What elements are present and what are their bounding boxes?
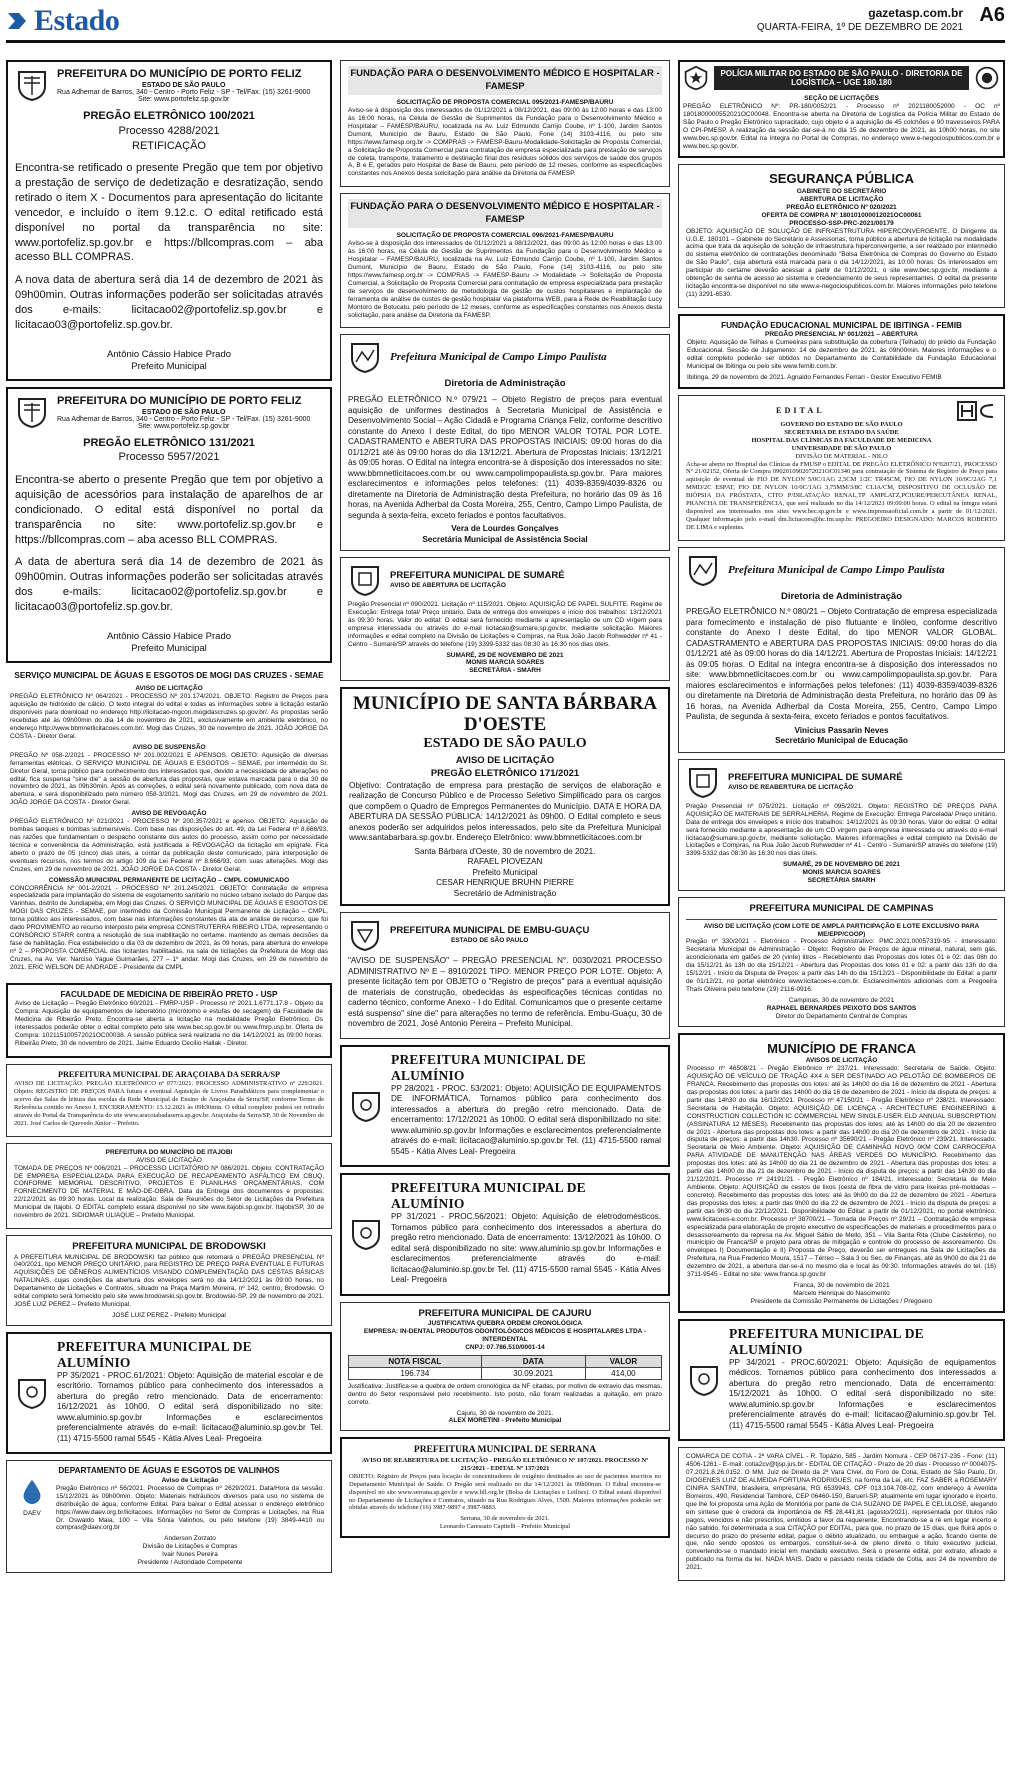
notice-title: PREFEITURA MUNICIPAL DE ALUMÍNIO — [57, 1338, 252, 1370]
column-left — [6, 60, 332, 1579]
daev-logo — [14, 1477, 50, 1567]
notice-body: PREGÃO ELETRÔNICO Nº 021/2021 - PROCESSO Nº 200.357/2021 e apenso. OBJETO: Aquisição de bombas tanques e bombas submersíveis. Com base nas disposições do art. 49, da Lei Federal nº 8.666/93, nas razões que fundamentam o despacho constante dos autos do processo, assim como por necessidade técnica e conveniência da Administração, está justificada a REVOGAÇÃO da licitação em epígrafe. Fica aberto o prazo de 05 (cinco) dias úteis, a contar da publicação deste comunicado, para interposição de eventuais recursos, nos termos do artigo 109 da Lei Federal nº 8.666/93, com suas alterações. Mogi das Cruzes, em 29 de novembro de 2021. JOÃO JORGE DA COSTA - Diretor Geral. — [10, 818, 328, 873]
signer-name-2: CESAR HENRIQUE BRUHN PIERRE — [436, 878, 574, 888]
municipal-crest-icon — [348, 340, 382, 374]
notice-site[interactable]: Site: www.portofeliz.sp.gov.br — [138, 95, 230, 103]
signer-role: Presidente da Comissão Permanente de Licitações / Pregoeiro — [750, 1297, 933, 1305]
notice-state: ESTADO DE SÃO PAULO — [142, 408, 226, 416]
notice-title: PREFEITURA MUNICIPAL DE BRODOWSKI — [72, 1241, 266, 1253]
notice-banner — [349, 1052, 661, 1161]
pregao-number: PREGÃO ELETRÔNICO 171/2021 — [430, 768, 580, 780]
notice-body: COMARCA DE COTIA - 2ª VARA CÍVEL - R. Topázio, 585 - Jardim Nomura - CEP 06717-235 - Fone: (11) 4506-1261 - E-mail: cotia2cv@tjsp.jus.br - EDITAL DE CITAÇÃO - Prazo de 20 dias - Processo nº 0004075-07.2021.8.26.0152. O MM. Juiz de Direito da 2ª Vara Cível, do Foro de Cotia, Estado de São Paulo, Dr. DIOGENES LUIZ DE ALMEIDA FORTUNA RODRIGUES, na forma da Lei, etc. FAZ SABER a ROSEMARY CINIRA SANTINI, brasileira, empresária, RG 6539943, CPF 013.104.708-02, com endereço à Avenida Borreiros, 490, Residencial Tamboré, CEP 06460-150, Barueri-SP, atualmente em lugar ignorado e incerto, que lhe foi proposta uma Ação de Monitória por parte de CIA SUZANO DE PAPEL E CELULOSE, alegando em síntese que é credora da importância de R$ 28.441,81 (agosto/2021), representada por títulos não pagos, vencidos e não prescritos, emitidos a favor da requerente. Encontrando-se a ré em lugar incerto e não sabido, foi determinada a sua CITAÇÃO por EDITAL, para que, no prazo de 15 dias, que fluirá após o decurso do prazo do presente edital, pague o débito atualizado, ou embargue a ação, ficando ciente de que, não sendo opostos os embargos, constituir-se-á de pleno direito o título executivo judicial, convertendo-se o mandado inicial em mandado executivo. Será o presente edital, por extrato, afixado e publicado na forma da lei. NADA MAIS. Dado e passado nesta cidade de Cotia, aos 24 de novembro de 2021. — [686, 1453, 997, 1572]
table-header-cell: VALOR — [585, 1355, 661, 1367]
notice-campo-limpo-079 — [340, 334, 670, 551]
notice-aluminio-35 — [6, 1332, 332, 1455]
notice-subtitle: Diretoria de Administração — [444, 378, 566, 390]
notice-body: Processo nº 46508/21 - Pregão Eletrônico nº 237/21. Interessado: Secretaria de Saúde. Objeto: AQUISIÇÃO DE VEÍCULO DE TRAÇÃO 4X4 A SER DESTINADO AO PELOTÃO DE BOMBEIROS DE FRANCA. Recebimento das propostas dos lotes: até às 14h00 do dia 16 de dezembro de 2021 - Abertura das propostas dos lotes: a partir das 14h00 do dia 16 de dezembro de 2021 - Início da disputa de preços: a partir das 14h30 do dia 16/12/2021. Processo nº 47150/21 - Pregão Eletrônico nº 238/21. Interessado: Secretaria de Habitação. Objeto: AQUISIÇÃO DE LICENÇA - ARCHITECTURE ENGINEERING & CONSTRUCTION COLLECTION IC COMMERCIAL NEW SINGLE-USER ELD ANNUAL SUBSCRIPTION (ASSINATURA 12 MESES). Recebimento das propostas dos lotes: até às 14h00 do dia 20 de dezembro de 2021 - Abertura das propostas dos lotes: a partir das 14h00 do dia 20 de dezembro de 2021 - Início da disputa de preços: a partir das 14h30. Processo nº 35690/21 - Pregão Eletrônico nº 239/21. Interessado: Secretaria de Meio Ambiente. Objeto: AQUISIÇÃO DE CAMINHÃO NOVO 0KM COM CARROCERIA PARA ATIVIDADE DE MANUTENÇÃO NAS ÁREAS VERDES DO MUNICÍPIO. Recebimento das propostas dos lotes: até às 14h00 do dia 21 de dezembro de 2021 - Abertura das propostas dos lotes: a partir das 14h00 do dia 21 de dezembro de 2021 - Início da disputa de preços: a partir das 14h30 do dia 21/12/2021. Processo nº 24191/21 - Pregão Eletrônico nº 184/21. Interessado: Secretaria de Meio Ambiente. Objeto: AQUISIÇÃO de cestos de lixos (cesta de fibra de vidro para lixeiras pré-moldadas – concreto). Recebimento das propostas dos lotes: até às 9h00 do dia 22 de dezembro de 2021 - Abertura das propostas dos lotes: a partir das 9h00 do dia 22 de dezembro de 2021 - Início da disputa de preços: a partir das 9h30 do dia 22/12/2021. Disponibilidade do Edital: a partir de 01/12/2021, no portal eletrônico: www.licitacoes-e.com.br. Processo nº 38700/21 – Tomada de Preços nº 29/21 – Contratação de empresa especializada para elaboração de projeto executivo de especificações de materiais e procedimentos para o desassoreamento da represa na Av. Miguel Sábio de Mello, 351 – Vila Santa Rita (Clube Castelinho), no município de Franca/SP e projeto para obras de mitigação e controle do processo de assoreamento. Os envelopes I) Documentação e II) Proposta de Preço, deverão ser entregues na Sala de Licitações da Prefeitura, na Rua Frederico Moura, 1517 – Térreo – Sala 3 ou Sec. de Finanças, até às 9h00 do dia 21 de dezembro de 2021, a abertura dar-se-á no mesmo dia e local às 09:30. Informações através do tel. (16) 3711-9545 - Edital no site: www.franca.sp.gov.br — [687, 1065, 996, 1279]
notice-title: SEGURANÇA PÚBLICA — [769, 171, 914, 187]
notice-aluminio-34 — [678, 1319, 1005, 1442]
notice-date: Franca, 30 de novembro de 2021 — [793, 1282, 890, 1290]
municipal-crest-icon — [15, 1376, 49, 1410]
notice-body: Pregão Eletrônico nº 56/2021. Processo de Compras nº 2629/2021. Data/Hora da sessão: 15/12/2021 às 09h00min. Objeto: Materiais hidráulicos diversos para uso no sistema de distribuição de água, conforme Edital. Para baixar o Edital acessar o endereço eletrônico https://www.daev.org.br/licitacoes. Informações no Setor de Compras e Licitações, na Rua Dr. Oswaldo Maia, 100 – Vila Sônia Valinhos, ou pelo telefone (19) 3849-4410 ou compras@daev.org.br — [56, 1484, 324, 1532]
notice-title: POLÍCIA MILITAR DO ESTADO DE SÃO PAULO - DIRETORIA DE LOGÍSTICA – UGE 180.180 — [714, 66, 969, 90]
notice-itajobi — [6, 1143, 332, 1229]
org-abbrev: DAEV — [23, 1509, 41, 1517]
notice-site[interactable]: Site: www.portofeliz.sp.gov.br — [138, 422, 230, 430]
notice-state: ESTADO DE SÃO PAULO — [450, 937, 529, 945]
notice-title: FUNDAÇÃO PARA O DESENVOLVIMENTO MÉDICO E HOSPITALAR - FAMESP — [348, 199, 662, 228]
notice-line: HOSPITAL DAS CLÍNICAS DA FACULDADE DE MEDICINA — [751, 436, 932, 444]
signer-role: Divisão de Licitações e Compras — [142, 1543, 238, 1551]
signer-role: SECRETÁRIA SMARH — [807, 877, 876, 885]
notice-title: PREFEITURA MUNICIPAL DE SUMARÉ — [728, 771, 903, 783]
signer-name: ALEX MORETINI - Prefeito Municipal — [448, 1417, 562, 1425]
notice-line: SECRETARIA DE ESTADO DA SAÚDE — [784, 428, 899, 436]
column-middle — [340, 60, 670, 1544]
notice-date: Ibitinga, 29 de novembro de 2021. Agnaldo Fernandes Ferrari - Gestor Executivo FEMIB — [687, 374, 942, 382]
notice-santa-barbara — [340, 687, 670, 906]
notice-banner — [686, 765, 997, 799]
notice-line: PROCESSO-SSP-PRC-2021/00179 — [789, 219, 894, 227]
notice-subtitle: AVISO DE ABERTURA DE LICITAÇÃO — [390, 582, 506, 590]
notice-line: PREGÃO ELETRÔNICO Nº 020/2021 — [786, 203, 897, 211]
notice-title: PREFEITURA MUNICIPAL DE EMBU-GUAÇU — [390, 924, 590, 936]
notice-address: Rua Adhemar de Barros, 340 - Centro - Porto Feliz - SP - Tel/Fax. (15) 3261-9000 — [57, 88, 311, 96]
notice-body: Aviso-se à disposição dos interessados de 01/12/2021 a 08/12/2021, das 09:00 às 12:00 horas e das 13:00 às 16:00 horas, na Célula de Gestão de Suprimentos da Fundação para o Desenvolvimento Médico e Hospitalar – FAMESP/BAURU, localizada na Av. Luiz Edmundo Carrijo Coube, nº 1-100, Jardim Santos Dumont, Município de Bauru, Estado de São Paulo, Fone (14) 3103-4116, ou pelo site https://www.famesp.org.br -> COMPRAS -> FAMESP-Bauru -> Modalidade -> Solicitação de Proposta Comercial, a Solicitação de Proposta Comercial para contratação de empresa especializada para prestação de serviços de desenvolvimento de metodologia de gestão de custos hospitalares e implantação de ferramenta de análise de custos de gestão hospitalar via plataforma WEB, para a Rede de Reabilitação Lucy Montoro de Botucatu, pelo período de 12 meses, conforme as especificações constantes nos Anexos desta solicitação, para análise da Diretoria da FAMESP. — [348, 240, 662, 319]
notice-date: SUMARÉ, 29 DE NOVEMBRO DE 2021 — [446, 651, 564, 659]
signer-name: Marcelo Henrique do Nascimento — [793, 1289, 890, 1297]
notice-subtitle: AVISO DE REABERTURA DE LICITAÇÃO — [728, 784, 854, 792]
notice-femib-ibitinga — [678, 314, 1005, 389]
notice-banner — [687, 1326, 996, 1435]
pregao-number: PREGÃO ELETRÔNICO 100/2021 — [83, 109, 255, 122]
notice-banner — [15, 67, 323, 103]
section-heading: AVISO DE REVOGAÇÃO — [131, 810, 207, 818]
notice-banner — [348, 918, 662, 952]
section-heading: AVISO DE SUSPENSÃO — [132, 743, 206, 751]
municipal-crest-icon — [15, 68, 49, 102]
notice-cajuru — [340, 1302, 670, 1432]
notice-seguranca-publica — [678, 164, 1005, 307]
notice-address: Rua Adhemar de Barros, 340 - Centro - Porto Feliz - SP - Tel/Fax. (15) 3261-9000 — [57, 415, 311, 423]
notice-title: FACULDADE DE MEDICINA DE RIBEIRÃO PRETO - USP — [60, 989, 278, 999]
notice-body: PP 34/2021 - PROC.60/2021: Objeto: Aquisição de equipamentos médicos. Tornamos público para conhecimento dos interessados a abertura do pregão retro mencionado. Data de encerramento: 15/12/2021 às 10h00. O edital será disponibilizado no site: www.aluminio.sp.gov.br Informações e esclarecimentos preferencialmente através do e-mail: licitacao@aluminio.sp.gov.br Tel. (11) 4715-5500 ramal 5545 - Kátia Alves Leal- Pregoeira — [729, 1357, 996, 1430]
notice-subtitle: AVISO DE LICITAÇÃO (COM LOTE DE AMPLA PARTICIPAÇÃO E LOTE EXCLUSIVO PARA ME/EPP/COOP) — [703, 922, 980, 938]
notice-body-2: A nova data de abertura será dia 14 de dezembro de 2021 às 09h00min. Outras informações poderão ser solicitadas através dos e-mails: licitacao02@portofeliz.sp.gov.br e licitacao03@portofeliz.sp.gov.br. — [15, 274, 323, 331]
notice-title: PREFEITURA DO MUNICÍPIO DE ITAJOBI — [105, 1148, 233, 1156]
notice-banner — [348, 563, 662, 597]
notice-body: A PREFEITURA MUNICIPAL DE BRODOWSKI faz público que retornará o PREGÃO PRESENCIAL Nº 040/2021, tipo MENOR PREÇO UNITÁRIO, para REGISTRO DE PREÇO PARA EVENTUAL E FUTURAS AQUISIÇÕES DE GÊNEROS ALIMENTÍCIOS VISANDO COMPLEMENTAÇÃO DAS CESTAS BÁSICAS NATALINAS, cujas condições da abertura dos envelopes será no dia 14/12/2021 às 09:00 horas, no Departamento de Licitações e Contratos, situado na Praça Martim Moreira, nº 142, centro, Brodowski. O edital completo será fornecido pelo site www.brodowski.sp.gov.br. Brodowski-SP, 29 de novembro de 2021. JOSÉ LUIZ PEREZ – Prefeito Municipal. — [14, 1253, 324, 1309]
notice-body: PREGÃO ELETRÔNICO Nº: PR-180/0052/21 - Processo nº 2021180052000 - OC nº 1801800000552021OC00048. Encontra-se aberta na Diretoria de Logística da Polícia Militar do Estado de São Paulo o Pregão Eletrônico supracitado, cujo objeto é a aquisição de 45 colchões e 90 travesseiros PARA O CPI-PMESP. A realização da sessão dar-se-á no dia 15 de dezembro de 2021, às 10h00 horas, no site www.bec.sp.gov.br. Edital na íntegra no Portal de Compras, no endereço www.e-negociospublicos.com.br e www.bec.sp.gov.br. — [683, 102, 1000, 150]
notice-aluminio-31 — [340, 1173, 670, 1296]
notice-embu-guacu — [340, 912, 670, 1039]
notice-porto-feliz-131 — [6, 387, 332, 663]
section-heading: AVISO DE LICITAÇÃO — [135, 685, 203, 693]
notice-franca — [678, 1033, 1005, 1313]
section-heading: COMISSÃO MUNICIPAL PERMANENTE DE LICITAÇÃO – CMPL COMUNICADO — [48, 876, 290, 884]
signer-name-2: Ivair Nunes Pereira — [162, 1551, 218, 1559]
notice-title: PREFEITURA DO MUNICÍPIO DE PORTO FELIZ — [57, 394, 302, 407]
notice-date: Campinas, 30 de novembro de 2021 — [788, 996, 895, 1004]
notice-title: PREFEITURA DO MUNICÍPIO DE PORTO FELIZ — [57, 68, 302, 80]
logo-arrow-icon — [6, 10, 28, 32]
notice-subtitle: PREGÃO PRESENCIAL Nº 001/2021 – ABERTURA — [764, 331, 918, 339]
column-right — [678, 60, 1005, 1587]
notice-comarca-cotia — [678, 1447, 1005, 1581]
notice-body: OBJETO: Registro de Preços para locação de concentradores de oxigênio destinados ao uso de pacientes inscritos no Departamento Municipal de Saúde. O Pregão será realizado no dia 14/12/2021 às 09h00min. O Edital encontra-se disponível no site www.serrana.sp.gov.br e www.bll.org.br (Bolsa de Licitações e Leilões). O Edital estará disponível no Departamento de Licitações e Contratos, situado na Rua Rodrigues Alves, 1500. Maiores informações poderão ser obtidas através do telefone (16) 3987-9897 e 3987-9883. — [349, 1472, 661, 1512]
notice-line: GABINETE DO SECRETÁRIO — [796, 188, 887, 195]
notice-body: CONCORRÊNCIA Nº 001-2/2021 - PROCESSO Nº 201.245/2021. OBJETO: Contratação de empresa especializada para implantação do sistema de esgotamento sanitário no núcleo urbano isolado do Parque das Varinhas, distrito de Jundiapeba, em Mogi das Cruzes. O SERVIÇO MUNICIPAL DE ÁGUAS E ESGOTOS DE MOGI DAS CRUZES - SEMAE, por intermédio da Comissão Municipal Permanente de Licitação – CMPL, torna público aos interessados, com base nas informações constantes da ata de análise de recurso, que foi dado PROVIMENTO ao recurso interposto pela empresa CONSTRUTERRA RIBEIRO LTDA, representando o CONSÓRCIO STARR contra a resolução de sua inabilitação no certame, mantendo as demais decisões da fase de habilitação. Fica estabelecido o dia 03 de dezembro de 2021, às 09 horas, para abertura do envelope nº 2 – PROPOSTA COMERCIAL das licitantes habilitadas, na sala de licitações da Prefeitura de Mogi das Cruzes, na Av. Ver. Narciso Yague Guimarães, 277 – 1º andar. Mogi das Cruzes, em 29 de novembro de 2021. ERIC WELSON DE ANDRADE - Presidente da CMPL — [10, 884, 328, 971]
notice-body: "AVISO DE SUSPENSÃO" – PREGÃO PRESENCIAL N°. 0030/2021 PROCESSO ADMINISTRATIVO Nº E – 8910/2021 TIPO: MENOR PREÇO POR LOTE. Objeto: A presente licitação tem por OBJETO o "Registro de preços" para a eventual aquisição de materiais de construção, obedecidas às especificações técnicas contidas no caderno técnico, conforme Anexo - I do Edital. Comunicamos que o presente certame está suspenso" sine die" para alterações no termo de referência. Embu-Guaçu, 30 de novembro de 2021. José Antonio Pereira – Prefeito Municipal. — [348, 956, 662, 1029]
municipal-crest-icon — [687, 1363, 721, 1397]
notice-brodowski — [6, 1235, 332, 1326]
notice-body: PREGÃO ELETRÔNICO Nº 064/2021 - PROCESSO Nº 201.174/2021. OBJETO: Registro de Preços para aquisição de hidróxido de cálcio. O texto integral do edital e todas as informações sobre a licitação estarão disponíveis para download no endereço http://licitacao-mgcon.mogidascruzes.sp.gov.br/. As propostas serão recebidas até às 09h00min do dia 14 de novembro de 2021, exclusivamente em ambiente eletrônico, no endereço http://www.bbmnetlicitacoes.com.br/. Mogi das Cruzes, 30 de novembro de 2021. JOÃO JORGE DA COSTA - Diretor Geral. — [10, 693, 328, 740]
notice-body: Objetivo: Contratação de empresa para prestação de serviços de elaboração e realização de Concurso Público e de Processo Seletivo Simplificado para os cargos que compõem o Quadro de Empregos Permanentes do Município. DATA E HORA DA ABERTURA DA SESSÃO PÚBLICA: 14/12/2021 às 09h00. O Edital completo e seus anexos poderão ser adquiridos pelos interessados, pelo site da Prefeitura Municipal www.santabarbara.sp.gov.br. Endereço Eletrônico: www.bbmnetlicitacoes.com.br — [349, 780, 661, 843]
hc-logo-icon — [957, 401, 997, 421]
notice-date: Serrana, 30 de novembro de 2021. — [460, 1515, 550, 1523]
notice-body: PREGÃO Nº 058-2/2021 - PROCESSO Nº 201.002/2021 E APENSOS. OBJETO: Aquisição de diversas ferramentas elétricas. O SERVIÇO MUNICIPAL DE ÁGUAS E ESGOTOS – SEMAE, por intermédio do Sr. Diretor Geral, torna público para conhecimento dos interessados que, devido a necessidade de alterações no edital, fica suspensa "sine die" a sessão de abertura das propostas, que estava marcada para o dia 30 de novembro de 2021, às 09h30min. Após as correções, o edital será novamente publicado, com nova data de abertura, e será disponibilizado pelo número 058-3/2021. Mogi das Cruzes, em 29 de novembro de 2021. JOÃO JORGE DA COSTA - Diretor Geral. — [10, 751, 328, 807]
notice-state: ESTADO DE SÃO PAULO — [423, 736, 587, 752]
municipal-crest-icon — [686, 553, 720, 587]
signer-name: RAPHAEL BERNARDES PEIXOTO DOS SANTOS — [766, 1004, 917, 1012]
notice-title: DEPARTAMENTO DE ÁGUAS E ESGOTOS DE VALINHOS — [58, 1466, 280, 1476]
notice-banner — [15, 1339, 323, 1448]
edition-date: QUARTA-FEIRA, 1º DE DEZEMBRO DE 2021 — [756, 22, 963, 33]
notice-body: Objeto: Aquisição de Telhas e Cumeeiras para substituição da cobertura (Telhado) do prédio da Fundação Educacional. Sessão de Julgamento: 14 de dezembro de 2021, às 09h00min. Maiores informações e o edital completo poderão ser obtidos no Departamento de Contabilidade da Fundação Educacional Municipal de Ibitinga ou pelo site www.femib.com.br. — [687, 339, 996, 371]
signer-name: MONIS MARCIA SOARES — [802, 869, 881, 877]
table-cell: 30.09.2021 — [481, 1367, 585, 1379]
notice-subtitle: SOLICITAÇÃO DE PROPOSTA COMERCIAL 095/2021-FAMESP/BAURU — [396, 99, 614, 107]
site-url[interactable]: gazetasp.com.br — [868, 6, 963, 20]
page-number: A6 — [979, 4, 1005, 26]
notice-body: Aviso de Licitação – Pregão Eletrônico 60/2021 - FMRP-USP - Processo nº 2021.1.6771.17.8 - Objeto da Compra: Aquisição de equipamentos de laboratório (micrótomo e estufas de secagem) da Faculdade de Medicina de Ribeirão Preto. Encontra-se aberta a licitação na modalidade Pregão Eletrônico. Os interessados poderão obter o edital completo pelo site www.bec.sp.gov.br ou www.fmrp.usp.br. Oferta de Compra: 102115100572021OC00038. A sessão pública será realizada no dia 14/12/2021 às 09:00 horas. Ribeirão Preto, 30 de novembro de 2021. Jaime Eduardo Cecílio Hallak - Diretor. — [15, 1000, 323, 1047]
signer-name: JOSÉ LUIZ PEREZ - Prefeito Municipal — [112, 1312, 226, 1320]
notice-subtitle: SEÇÃO DE LICITAÇÕES — [804, 95, 879, 102]
signer-role-2: Secretário de Administração — [453, 888, 557, 898]
notice-state: ESTADO DE SÃO PAULO — [142, 81, 226, 89]
notice-date: SUMARÉ, 29 DE NOVEMBRO DE 2021 — [782, 861, 901, 869]
notice-title: PREFEITURA MUNICIPAL DE CAJURU — [418, 1307, 592, 1319]
notice-famesp-096 — [340, 193, 670, 328]
notice-subtitle: AVISOS DE LICITAÇÃO — [805, 1057, 878, 1065]
notice-line: GOVERNO DO ESTADO DE SÃO PAULO — [780, 420, 903, 428]
table-header-cell: DATA — [481, 1355, 585, 1367]
signer-role: Prefeito Municipal — [472, 867, 538, 877]
notice-title: FUNDAÇÃO EDUCACIONAL MUNICIPAL DE IBITINGA - FEMIB — [721, 320, 962, 330]
table-row — [349, 1367, 662, 1379]
municipal-crest-icon — [348, 918, 382, 952]
notice-body: PP 31/2021 - PROC.56/2021: Objeto: Aquisição de eletrodomésticos. Tornamos público para conhecimento dos interessados a abertura do pregão retro mencionado. Data de encerramento: 13/12/2021 às 10h00. O edital será disponibilizado no site: www.aluminio.sp.gov.br Informações e esclarecimentos preferencialmente através do e-mail: licitacao@aluminio.sp.gov.br Tel. (11) 4715-5500 ramal 5545 - Kátia Alves Leal- Pregoeira — [391, 1212, 661, 1285]
signer-name: Antônio Cássio Habice Prado — [106, 630, 232, 642]
notice-subtitle: SOLICITAÇÃO DE PROPOSTA COMERCIAL 096/2021-FAMESP/BAURU — [396, 232, 614, 240]
notice-line: DIVISÃO DE MATERIAL - NILO — [795, 452, 888, 460]
notice-body: PP 35/2021 - PROC.61/2021: Objeto: Aquisição de material escolar e de escritório. Tornamos público para conhecimento dos interessados a abertura do pregão retro mencionado. Data de encerramento: 16/12/2021 às 10h00. O edital será disponibilizado no site: www.aluminio.sp.gov.br Informações e esclarecimentos preferencialmente através do e-mail: licitacao@aluminio.sp.gov.br Tel. (11) 4715-5500 ramal 5545 - Kátia Alves Leal- Pregoeira — [57, 1370, 323, 1443]
municipal-crest-icon — [349, 1089, 383, 1123]
notice-body: OBJETO: AQUISIÇÃO DE SOLUÇÃO DE INFRAESTRUTURA HIPERCONVERGENTE. O Dirigente da U.G.E. 180101 – Gabinete do Secretário e Assessorias, torna público a abertura de licitação na modalidade acima que trata da aquisição de solução de infraestrutura hiperconvergente, a ser realizado por intermédio do sistema eletrônico de contratações denominado "Bolsa Eletrônica de Compras do Governo do Estado de São Paulo", cuja abertura está marcada para o dia 14/12/2021, às 10:00 horas. Os interessados em participar do certame deverão acessar a partir de 01/12/2021, o site www.bec.sp.gov.br, mediante a obtenção de senha de acesso ao sistema e credenciamento de seus representantes. O edital da presente licitação encontra-se disponível no site www.e-negociospublicos.com.br. Maiores informações pelo telefone (11) 3291-6530. — [686, 227, 997, 298]
notice-body: PREGÃO ELETRÔNICO N.º 080/21 – Objeto Contratação de empresa especializada para fornecimento e instalação de piso flutuante e linóleo, conforme descritivo constante do Anexo I deste Edital, do tipo MENOR VALOR GLOBAL. CADASTRAMENTO e ABERTURA DAS PROPOSTAS INICIAIS: 09:00 horas do dia 01/12/21 até às 09:00 horas do dia 14/12/21. Abertura de Propostas Iniciais: 14/12/21 às 09:05 horas. O Edital na íntegra encontra-se à disposição dos interessados no site: www.bbmnetlicitacoes.com.br ou www.campolimpopaulista.sp.gov.br. Para maiores esclarecimentos e informações pelos telefones: (11) 4039-8359/4039-8326 ou diretamente na Diretoria de Administração desta Prefeitura, no horário das 09 às 16 horas, na Avenida Adherbal da Costa Moreira, 255, Centro, Campo Limpo Paulista, de segunda à sexta-feira, exceto feriados e pontos facultativos. — [686, 607, 997, 722]
signer-name: MONIS MARCIA SOARES — [465, 659, 545, 667]
notice-line: ABERTURA DE LICITAÇÃO — [799, 195, 884, 203]
signer-name: Vera de Lourdes Gonçalves — [451, 524, 559, 534]
notice-title: Prefeitura Municipal de Campo Limpo Paulista — [728, 563, 945, 576]
notice-body: AVISO DE LICITAÇÃO. PREGÃO ELETRÔNICO nº 077/2021. PROCESSO ADMINISTRATIVO nº 229/2021. Objeto: REGISTRO DE PREÇOS PARA futura e eventual Aquisição de Livros Paradidáticos para complementar o acervo das Salas de leitura das escolas da Rede Municipal de Ensino de Araçoiaba da Serra/SP, conforme Termo de Referência contido no Anexo I. ENCERRAMENTO: 13.12.2021 às 09h30min. O edital completo poderá ser retirado através do Portal da Transparência do site www.aracoiabadaserra.sp.gov.br. Araçoiaba da Serra/SP, 30 de Novembro de 2021. José Carlos de Quevedo Júnior – Prefeito. — [14, 1080, 324, 1127]
notice-banner — [348, 340, 662, 374]
notice-subtitle: Aviso de Licitação — [161, 1476, 219, 1484]
notice-date: Cajuru, 30 de novembro de 2021. — [456, 1409, 554, 1417]
notice-aluminio-28 — [340, 1045, 670, 1168]
notice-daev-valinhos — [6, 1460, 332, 1573]
table-header-cell: NOTA FISCAL — [349, 1355, 482, 1367]
newspaper-logo[interactable] — [6, 4, 119, 38]
section-heading: AVISO DE LICITAÇÃO — [455, 755, 555, 767]
notice-subtitle: AVISO DE REABERTURA DE LICITAÇÃO - PREGÃO ELETRÔNICO Nº 107/2021. PROCESSO Nº 215/2021 - EDITAL Nº 137/2021 — [361, 1456, 649, 1472]
signer-name: Vinicius Passarin Neves — [794, 725, 889, 735]
municipal-crest-icon — [686, 765, 720, 799]
notice-body: Justificativa: Justifica-se a quebra de ordem cronológica da NF citadas, por motivo de extravio das mesmas, dentro do Setor responsável pelo recebimento. Isto posto, não foram realizadas a quitação, em prazo correto. — [348, 1382, 662, 1406]
notice-body: TOMADA DE PREÇOS Nº 006/2021 – PROCESSO LICITATÓRIO Nº 086/2021. Objeto: CONTRATAÇÃO DE EMPRESA ESPECIALIZADA PARA EXECUÇÃO DE RECAPEAMENTO ASFÁLTICO EM CBUQ, CONFORME MEMORIAL DESCRITIVO, PROJETOS E PLANILHAS ORÇAMENTÁRIAS, COM FORNECIMENTO DE MATERIAL E MÃO-DE-OBRA. Data da Entrega dos documentos e propostas: 22/12/2021 às 09:30 horas. Local da realização: Sala de Reuniões do Setor de Licitações da Prefeitura Municipal de Itajobi. O EDITAL completo estará disponível no site www.itajobi.sp.gov.br. Itajobi/SP, 30 de novembro de 2021. SIDIOMAR ULIAQUE – Prefeito Municipal. — [14, 1164, 324, 1220]
notice-title: FUNDAÇÃO PARA O DESENVOLVIMENTO MÉDICO E HOSPITALAR - FAMESP — [348, 66, 662, 95]
processo-number: Processo 5957/2021 — [118, 451, 220, 464]
notice-title: PREFEITURA MUNICIPAL DE ALUMÍNIO — [729, 1325, 924, 1357]
notice-title: SERVIÇO MUNICIPAL DE ÁGUAS E ESGOTOS DE MOGI DAS CRUZES - SEMAE — [14, 670, 324, 680]
signer-name: Leonardo Caressato Capitelli - Prefeito Municipal — [439, 1523, 571, 1531]
notice-banner — [349, 1180, 661, 1289]
notice-aracoiaba — [6, 1064, 332, 1137]
company-cnpj: CNPJ: 07.786.510/0001-14 — [465, 1343, 545, 1351]
notice-campo-limpo-080 — [678, 547, 1005, 753]
notice-title: PREFEITURA MUNICIPAL DE ARAÇOIABA DA SERRA/SP — [57, 1069, 281, 1079]
notice-line: UNIVERSIDADE DE SÃO PAULO — [791, 444, 892, 452]
notice-body: Aviso-se à disposição dos interessados de 01/12/2021 a 08/12/2021, das 09:00 às 12:00 horas e das 13:00 às 16:00 horas, na Célula de Gestão de Suprimentos da Fundação para o Desenvolvimento Médico e Hospitalar – FAMESP/BAURU, localizada na Av. Luiz Edmundo Carrijo Coube, nº 1-100, Jardim Santos Dumont, Município de Bauru, Estado de São Paulo, Fone (14) 3103-4116, ou pelo site https://www.famesp.org.br -> COMPRAS -> FAMESP-Bauru-Modalidade-Solicitação de Proposta Comercial, a Solicitação de Proposta Comercial para contratação de empresa especializada para prestação de serviços de coleta, transporte, tratamento e destinação final dos resíduos sólidos dos serviços de saúde dos grupos A, B e E, gerados pelo Hospital de Base de Bauru, pelo período de 12 meses, conforme as especificações constantes nos Anexos desta solicitação para análise da Diretoria da FAMESP. — [348, 106, 662, 178]
notice-date: Santa Bárbara d'Oeste, 30 de novembro de 2021. — [414, 846, 596, 856]
notice-body: Encontra-se retificado o presente Pregão que tem por objetivo a prestação de serviço de dedetização e desratização, sendo retirado o item X - Documentos para apresentação do licitante vencedor, e incluído o item 9.12.c. O edital retificado está disponível no portal da transparência no site: www.portofeliz.sp.gov.br e https://bllcompras.com – aba acesso BLL COMPRAS. — [15, 162, 323, 264]
notice-banner — [686, 553, 997, 587]
notice-hc-fmusp — [678, 395, 1005, 541]
notice-title: MUNICÍPIO DE FRANCA — [767, 1040, 916, 1056]
company-name: EMPRESA: IN-DENTAL PRODUTOS ODONTOLÓGICOS MÉDICOS E HOSPITALARES LTDA - INTERDENTAL — [363, 1328, 647, 1343]
municipal-crest-icon — [348, 563, 382, 597]
state-seal-icon — [974, 65, 1000, 91]
processo-number: Processo 4288/2021 — [118, 124, 220, 137]
notice-fmrp-usp — [6, 983, 332, 1058]
edital-label: EDITAL — [776, 405, 825, 415]
divider — [686, 919, 997, 920]
invoice-table — [348, 1355, 662, 1380]
notice-title: Prefeitura Municipal de Campo Limpo Paulista — [390, 351, 607, 364]
notice-semae-mogi — [6, 669, 332, 977]
signer-name: RAFAEL PIOVEZAN — [467, 857, 543, 867]
notice-title: PREFEITURA MUNICIPAL DE ALUMÍNIO — [391, 1180, 586, 1212]
notice-subtitle: JUSTIFICATIVA QUEBRA ORDEM CRONOLÓGICA — [427, 1320, 583, 1328]
notice-body: Pregão Presencial nº 075/2021. Licitação nº 095/2021. Objeto: REGISTRO DE PREÇOS PARA AQUISIÇÃO DE MATERIAIS DE SERRALHERIA. Regime de Execução: Entrega Parcelada/ Preço unitário. Data de entrega dos envelopes e início dos trabalhos: 14/12/2021 às 09:30 horas. Valor do edital: O edital será fornecido mediante a apresentação de um CD virgem para empresa interessada ou através do e-mail licitacao@sumare.sp.gov.br, mediante solicitação. Maiores informações e edital completo na Divisão de Licitações e Compras, na Rua João Jacob Rohwedder nº 41 - Centro - Sumaré/SP através do telefone (19) 3399-5332 das 08:30 às 16:30 nos dias úteis. — [686, 802, 997, 858]
notice-sumare-090 — [340, 557, 670, 681]
signer-name: Antônio Cássio Habice Prado — [106, 348, 232, 360]
notice-line: OFERTA DE COMPRA Nº 180101000012021OC00061 — [761, 211, 922, 219]
notice-title: PREFEITURA MUNICIPAL DE SUMARÉ — [390, 569, 565, 581]
signer-role: Prefeito Municipal — [131, 643, 207, 655]
water-drop-icon — [18, 1477, 46, 1505]
notice-policia-militar — [678, 60, 1005, 158]
notice-serrana — [340, 1437, 670, 1538]
notice-campinas — [678, 897, 1005, 1027]
header-rule — [6, 40, 1005, 43]
logo-text: Estado — [34, 4, 120, 37]
notice-title: PREFEITURA MUNICIPAL DE CAMPINAS — [749, 903, 934, 915]
notice-body: Acha-se aberto no Hospital das Clínicas da FMUSP o EDITAL DE PREGÃO ELETRÔNICO Nº0207/21, PROCESSO Nº 21/02152, Oferta de Compra 0902010902072021OC01340 para contratação de Sistema de Registro de Preço para aquisição de eventual de FIO DE NYLON 5/0C/1AG 2,5CM 1/2C TR45CM, FIO DE NYLON 10/0C/2AG 7,1 MMD/2C ESPAT, FIO DE NYLON 10/0C/1AG 3,75MM/3/8C CLIA/CM, DISPOSITIVO DE OCLUSÃO DE BIÓPSIA DA PRÓSTATA, CITO P/DILATAÇÃO RENAL,TP AMPLATZ,PCIURE/PERCUTÂNEA RENAL, PRANCHA DE TRANSFERÊNCIA, que será realizado no dia 14/12/2021 09:00:00 horas. O edital na íntegra estará disponível aos interessados nos sites www.bec.sp.gov.br e www.imprensaoficial.com.br a partir de 01/12/2021. Qualquer informação pelo e-mail dm.licitacoes@hc.fm.usp.br. PREGOEIRO DESIGNADO: MARCOS ROBERTO DE LIMA e suplentes. — [686, 460, 997, 531]
masthead — [0, 0, 1011, 56]
table-cell: 196.734 — [349, 1367, 482, 1379]
notice-subtitle: AVISO DE LICITAÇÃO — [136, 1156, 202, 1164]
notice-famesp-095 — [340, 60, 670, 187]
notice-sumare-075 — [678, 759, 1005, 891]
notice-body-2: A data de abertura será dia 14 de dezembro de 2021 às 09h00min. Outras informações poderão ser solicitadas através dos e-mails: licitacao02@portofeliz.sp.gov.br e licitacao03@portofeliz.sp.gov.br. — [15, 556, 323, 613]
notice-subtitle: Diretoria de Administração — [780, 590, 903, 602]
signer-role: Diretor do Departamento Central de Compras — [775, 1012, 908, 1020]
notice-body: Pregão Presencial nº 090/2021. Licitação nº 115/2021. Objeto: AQUISIÇÃO DE PAPEL SULFITE. Regime de Execução: Entrega total/ Preço unitário. Data de entrega dos envelopes e início dos trabalhos: 13/12/2021 às 09:30 horas. Valor do edital: O edital será fornecido mediante a apresentação de um CD virgem para empresa interessada ou através do e-mail licitacao@sumare.sp.gov.br, mediante solicitação. Maiores informações e edital completo na Divisão de Licitações e Compras, na Rua João Jacob Rohwedder nº 41 - Centro - Sumaré/SP através do telefone (19) 3399-5332 das 08:30 às 16:30 nos dias úteis. — [348, 601, 662, 648]
signer-role: Secretária Municipal de Assistência Social — [422, 534, 588, 544]
notice-body: PP 28/2021 - PROC. 53/2021: Objeto: AQUISIÇÃO DE EQUIPAMENTOS DE INFORMÁTICA. Tornamos público para conhecimento dos interessados a abertura do pregão retro mencionado. Data de encerramento: 17/12/2021 às 10h00. O edital será disponibilizado no site: www.aluminio.sp.gov.br Informações e esclarecimentos preferencialmente através do e-mail: licitacao@aluminio.sp.gov.br Tel. (11) 4715-5500 ramal 5545 - Kátia Alves Leal- Pregoeira — [391, 1083, 661, 1156]
notice-banner — [15, 394, 323, 430]
signer-role: SECRETÁRIA - SMARH — [469, 667, 541, 675]
signer-role: Secretário Municipal de Educação — [775, 736, 908, 746]
notice-title: MUNICÍPIO DE SANTA BÁRBARA D'OESTE — [352, 693, 658, 736]
table-cell: 414,00 — [585, 1367, 661, 1379]
notice-title: PREFEITURA MUNICIPAL DE SERRANA — [413, 1445, 597, 1456]
police-badge-icon — [683, 65, 709, 91]
pregao-number: PREGÃO ELETRÔNICO 131/2021 — [83, 436, 255, 449]
notice-body: Pregão nº 330/2021 - Eletrônico - Processo Administrativo: PMC.2021.00057319-95 - Interessado: Secretaria Municipal de Administração - Objeto: Registro de Preços de água mineral, natural, sem gás, acondicionada em galões de 20 (vinte) litros - Recebimento das Propostas dos lotes 01 e 02: das 08h do dia 15/12/21 às 13h do dia 15/12/21 - Abertura das Propostas dos lotes 01 e 02: a partir das 13h do dia 15/12/21 - Início da Disputa de Preços: a partir das 14h do dia 15/12/21 - Disponibilidade do Edital: a partir de 01/12/21, no portal eletrônico www.licitacoes-e.com.br. Esclarecimentos adicionais com a Pregoeira Thaís Oliveira pelo telefone (19) 2116-0916. — [686, 938, 997, 993]
table-header-row — [349, 1355, 662, 1367]
notice-porto-feliz-100 — [6, 60, 332, 381]
signer-name: Anderson Zorzato — [164, 1535, 216, 1543]
notice-body: PREGÃO ELETRÔNICO N.º 079/21 – Objeto Registro de preços para eventual aquisição de uniformes destinados à Secretaria Municipal de Assistência e Desenvolvimento Social – Ação Cidadã e Programa Criança Feliz, conforme descritivo constante do Anexo I deste Edital, do tipo MENOR VALOR TOTAL POR LOTE. CADASTRAMENTO e ABERTURA DAS PROPOSTAS INICIAIS: 09:00 horas do dia 01/12/21 até às 09:00 horas do dia 13/12/21. Abertura de Propostas Iniciais: 13/12/21 às 09:05 horas. O Edital na íntegra encontra-se à disposição dos interessados no site: www.bbmnetlicitacoes.com.br ou www.campolimpopaulista.sp.gov.br. Para maiores esclarecimentos e informações pelos telefones: (11) 4039-8359/4039-8326 ou diretamente na Diretoria de Administração desta Prefeitura, no horário das 09 às 16 horas, na Avenida Adherbal da Costa Moreira, 255, Centro, Campo Limpo Paulista, de segunda à sexta-feira, exceto feriados e pontos facultativos. — [348, 395, 662, 520]
municipal-crest-icon — [15, 395, 49, 429]
notice-title: PREFEITURA MUNICIPAL DE ALUMÍNIO — [391, 1051, 586, 1083]
municipal-crest-icon — [349, 1217, 383, 1251]
notice-body: Encontra-se aberto o presente Pregão que tem por objetivo a aquisição de acessórios para instalação de aparelhos de ar condicionado. O edital está disponível no portal da transparência no site: www.portofeliz.sp.gov.br e https://bllcompras.com – aba acesso BLL COMPRAS. — [15, 474, 323, 546]
notice-kind: RETIFICAÇÃO — [132, 139, 206, 152]
signer-role: Prefeito Municipal — [131, 361, 207, 373]
signer-role-2: Presidente / Autoridade Competente — [137, 1559, 243, 1567]
